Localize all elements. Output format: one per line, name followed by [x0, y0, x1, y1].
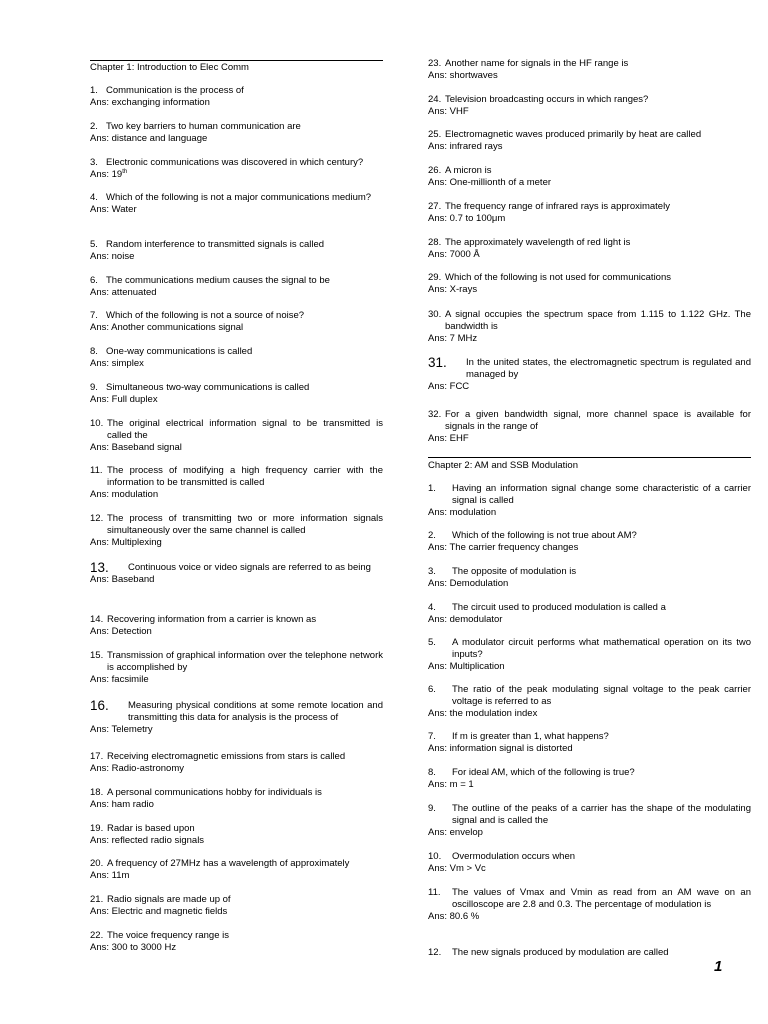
answer-text: [428, 911, 751, 923]
question-number: 24.: [428, 94, 442, 105]
question-item: [428, 94, 751, 118]
question-item: [90, 418, 383, 453]
answer-text: [90, 799, 383, 811]
question-item: [90, 700, 383, 735]
answer-value: Ans: attenuated: [90, 286, 157, 298]
answer-value: Ans: Electric and magnetic fields: [90, 905, 228, 917]
answer-value: Ans: Demodulation: [428, 577, 509, 589]
answer-value: Ans: 19: [90, 168, 123, 180]
question-number: 15.: [90, 650, 104, 661]
chapter-1-title: Chapter 1: Introduction to Elec Comm: [90, 62, 249, 73]
answer-value: Ans: simplex: [90, 357, 144, 369]
answer-text: [428, 827, 751, 839]
question-item: [428, 767, 751, 791]
question-item: [90, 823, 383, 847]
question-item: [90, 562, 383, 586]
answer-text: [90, 942, 383, 954]
answer-text: [90, 724, 383, 736]
answer-text: [90, 906, 383, 918]
question-number: 9.: [90, 382, 98, 393]
question-number: 20.: [90, 858, 104, 869]
question-number: 21.: [90, 894, 104, 905]
question-item: [90, 894, 383, 918]
chapter-1-rule: [90, 60, 383, 61]
question-item: [90, 858, 383, 882]
question-number: 3.: [90, 157, 98, 168]
question-item: [428, 165, 751, 189]
answer-text: [428, 614, 751, 626]
question-item: [90, 382, 383, 406]
question-text: Having an information signal change some characteristic of a carrier signal is called: [452, 483, 751, 506]
question-item: [428, 272, 751, 296]
question-text: Continuous voice or video signals are referred to as being: [128, 562, 371, 573]
question-item: [428, 602, 751, 626]
answer-text: [428, 381, 751, 393]
question-number: 31.: [428, 355, 447, 370]
answer-value: Ans: Multiplexing: [90, 536, 162, 548]
question-text: For ideal AM, which of the following is true?: [452, 767, 635, 778]
answer-text: [428, 507, 751, 519]
question-text: Simultaneous two-way communications is called: [106, 382, 310, 393]
question-item: [428, 803, 751, 838]
question-number: 9.: [428, 803, 436, 814]
answer-text: [90, 763, 383, 775]
question-number: 25.: [428, 129, 442, 140]
answer-text: [428, 213, 751, 225]
question-text: The original electrical information signal to be transmitted is called the: [107, 418, 383, 441]
chapter-2-rule: [428, 457, 751, 458]
question-text: A frequency of 27MHz has a wavelength of approximately: [107, 858, 350, 869]
question-number: 14.: [90, 614, 104, 625]
answer-value: Ans: 0.7 to 100μm: [428, 212, 506, 224]
question-number: 4.: [90, 192, 98, 203]
question-text: One-way communications is called: [106, 346, 253, 357]
answer-text: [428, 661, 751, 673]
question-item: [90, 85, 383, 109]
answer-value: Ans: 11m: [90, 869, 130, 881]
answer-text: [428, 141, 751, 153]
answer-text: [428, 70, 751, 82]
question-number: 2.: [428, 530, 436, 541]
question-item: [428, 947, 751, 959]
answer-value: Ans: Vm > Vc: [428, 862, 486, 874]
question-text: If m is greater than 1, what happens?: [452, 731, 609, 742]
answer-value: Ans: distance and language: [90, 132, 208, 144]
answer-value: Ans: Baseband signal: [90, 441, 182, 453]
question-item: [428, 731, 751, 755]
answer-value: Ans: The carrier frequency changes: [428, 541, 579, 553]
question-item: [90, 465, 383, 500]
question-text: The approximately wavelength of red light is: [445, 237, 631, 248]
answer-value: Ans: facsimile: [90, 673, 149, 685]
question-text: The outline of the peaks of a carrier has the shape of the modulating signal and is called the: [452, 803, 751, 826]
question-number: 12.: [428, 947, 442, 958]
question-number: 6.: [428, 684, 436, 695]
answer-value: Ans: modulation: [428, 506, 497, 518]
answer-value: Ans: One-millionth of a meter: [428, 176, 552, 188]
answer-text: [90, 870, 383, 882]
question-number: 3.: [428, 566, 436, 577]
question-item: [90, 192, 383, 216]
question-text: Recovering information from a carrier is known as: [107, 614, 317, 625]
question-number: 13.: [90, 560, 109, 575]
question-item: [90, 787, 383, 811]
question-item: [428, 566, 751, 590]
question-item: [428, 309, 751, 344]
answer-text: [90, 574, 383, 586]
answer-text: [428, 177, 751, 189]
question-text: In the united states, the electromagnetic spectrum is regulated and managed by: [466, 357, 751, 380]
question-number: 7.: [90, 310, 98, 321]
question-text: Another name for signals in the HF range is: [445, 58, 629, 69]
question-item: [90, 346, 383, 370]
answer-value: Ans: reflected radio signals: [90, 834, 205, 846]
question-text: Radar is based upon: [107, 823, 195, 834]
answer-value: Ans: 7 MHz: [428, 332, 478, 344]
question-text: The new signals produced by modulation are called: [452, 947, 669, 958]
answer-value: Ans: infrared rays: [428, 140, 503, 152]
answer-text: [90, 358, 383, 370]
answer-text: [428, 779, 751, 791]
question-number: 30.: [428, 309, 442, 320]
question-item: [90, 310, 383, 334]
question-text: Transmission of graphical information over the telephone network is accomplished by: [107, 650, 383, 673]
question-number: 1.: [428, 483, 436, 494]
answer-value: Ans: 7000 Å: [428, 248, 480, 260]
question-text: Radio signals are made up of: [107, 894, 231, 905]
question-number: 16.: [90, 698, 109, 713]
question-text: Communication is the process of: [106, 85, 244, 96]
question-number: 28.: [428, 237, 442, 248]
question-number: 5.: [428, 637, 436, 648]
question-item: [428, 887, 751, 922]
answer-text: [428, 708, 751, 720]
answer-value: Ans: demodulator: [428, 613, 503, 625]
question-item: [90, 930, 383, 954]
question-number: 22.: [90, 930, 104, 941]
question-item: [90, 614, 383, 638]
answer-value: Ans: Telemetry: [90, 723, 153, 735]
answer-text: [90, 835, 383, 847]
question-number: 27.: [428, 201, 442, 212]
answer-text: [428, 542, 751, 554]
question-number: 7.: [428, 731, 436, 742]
question-number: 11.: [90, 465, 103, 476]
chapter-2-title: Chapter 2: AM and SSB Modulation: [428, 460, 578, 471]
answer-value: Ans: Multiplication: [428, 660, 505, 672]
answer-value: Ans: Radio-astronomy: [90, 762, 184, 774]
question-number: 26.: [428, 165, 442, 176]
question-number: 29.: [428, 272, 442, 283]
question-item: [428, 237, 751, 261]
answer-value: Ans: the modulation index: [428, 707, 538, 719]
question-item: [428, 409, 751, 444]
answer-text: [428, 249, 751, 261]
question-item: [90, 650, 383, 685]
answer-text: [90, 442, 383, 454]
answer-value: Ans: Baseband: [90, 574, 155, 585]
answer-superscript: th: [122, 168, 128, 175]
answer-text: [90, 204, 383, 216]
question-item: [428, 530, 751, 554]
answer-value: Ans: envelop: [428, 826, 483, 838]
question-text: The values of Vmax and Vmin as read from an AM wave on an oscilloscope are 2.8 and 0.3. The percentage of modulation is: [452, 887, 751, 910]
answer-text: [90, 287, 383, 299]
question-number: 4.: [428, 602, 436, 613]
question-text: The process of modifying a high frequency carrier with the information to be transmitted is called: [107, 465, 383, 488]
question-number: 12.: [90, 513, 104, 524]
question-item: [428, 201, 751, 225]
question-item: [428, 58, 751, 82]
question-item: [90, 121, 383, 145]
answer-value: Ans: exchanging information: [90, 96, 210, 108]
question-item: [90, 275, 383, 299]
answer-value: Ans: 300 to 3000 Hz: [90, 941, 177, 953]
answer-value: Ans: VHF: [428, 105, 469, 117]
answer-value: Ans: Full duplex: [90, 393, 158, 405]
question-number: 11.: [428, 887, 441, 898]
question-text: A personal communications hobby for individuals is: [107, 787, 322, 798]
question-number: 2.: [90, 121, 98, 132]
question-item: [90, 157, 383, 181]
question-text: The process of transmitting two or more information signals simultaneously over the same channel is called: [107, 513, 383, 536]
question-item: [428, 129, 751, 153]
answer-value: Ans: noise: [90, 250, 135, 262]
question-number: 1.: [90, 85, 98, 96]
question-number: 23.: [428, 58, 442, 69]
answer-text: [90, 97, 383, 109]
question-item: [428, 357, 751, 392]
answer-value: Ans: EHF: [428, 432, 469, 444]
page-number: 1: [714, 958, 723, 975]
question-text: Which of the following is not a major communications medium?: [106, 192, 372, 203]
question-text: Which of the following is not a source of noise?: [106, 310, 305, 321]
question-text: Which of the following is not used for communications: [445, 272, 671, 283]
question-text: A micron is: [445, 165, 492, 176]
answer-text: [90, 133, 383, 145]
answer-value: Ans: shortwaves: [428, 69, 498, 81]
question-item: [90, 751, 383, 775]
question-number: 8.: [428, 767, 436, 778]
question-number: 10.: [90, 418, 104, 429]
question-number: 18.: [90, 787, 104, 798]
question-text: Random interference to transmitted signals is called: [106, 239, 325, 250]
answer-text: [428, 284, 751, 296]
question-number: 10.: [428, 851, 442, 862]
question-item: [428, 483, 751, 518]
question-number: 6.: [90, 275, 98, 286]
question-text: Electromagnetic waves produced primarily by heat are called: [445, 129, 702, 140]
question-text: The circuit used to produced modulation is called a: [452, 602, 666, 613]
question-item: [428, 851, 751, 875]
answer-text: [428, 743, 751, 755]
question-item: [428, 637, 751, 672]
question-text: A modulator circuit performs what mathematical operation on its two inputs?: [452, 637, 751, 660]
question-number: 32.: [428, 409, 442, 420]
answer-value: Ans: m = 1: [428, 778, 474, 790]
question-number: 8.: [90, 346, 98, 357]
question-number: 5.: [90, 239, 98, 250]
answer-value: Ans: information signal is distorted: [428, 742, 573, 754]
question-text: The frequency range of infrared rays is approximately: [445, 201, 670, 212]
question-item: [90, 513, 383, 548]
question-text: The ratio of the peak modulating signal voltage to the peak carrier voltage is referred to as: [452, 684, 751, 707]
question-text: Receiving electromagnetic emissions from stars is called: [107, 751, 346, 762]
question-text: The communications medium causes the signal to be: [106, 275, 330, 286]
answer-text: [90, 169, 383, 181]
answer-text: [90, 322, 383, 334]
question-text: Two key barriers to human communication are: [106, 121, 301, 132]
answer-value: Ans: modulation: [90, 488, 159, 500]
question-text: Which of the following is not true about AM?: [452, 530, 637, 541]
question-number: 17.: [90, 751, 104, 762]
answer-text: [428, 333, 751, 345]
question-text: The voice frequency range is: [107, 930, 229, 941]
answer-value: Ans: FCC: [428, 380, 470, 392]
answer-value: Ans: Water: [90, 203, 137, 215]
question-text: Measuring physical conditions at some remote location and transmitting this data for analysis is the process of: [128, 700, 383, 723]
answer-value: Ans: X-rays: [428, 283, 478, 295]
answer-text: [90, 537, 383, 549]
answer-text: [90, 489, 383, 501]
answer-text: [428, 863, 751, 875]
question-item: [90, 239, 383, 263]
answer-text: [428, 578, 751, 590]
question-text: Electronic communications was discovered in which century?: [106, 157, 364, 168]
answer-text: [90, 674, 383, 686]
answer-value: Ans: ham radio: [90, 798, 154, 810]
question-text: A signal occupies the spectrum space from 1.115 to 1.122 GHz. The bandwidth is: [445, 309, 751, 332]
answer-text: [90, 394, 383, 406]
answer-text: [90, 626, 383, 638]
question-number: 19.: [90, 823, 104, 834]
question-text: The opposite of modulation is: [452, 566, 577, 577]
question-text: For a given bandwidth signal, more channel space is available for signals in the range of: [445, 409, 751, 432]
question-item: [428, 684, 751, 719]
answer-value: Ans: Detection: [90, 625, 152, 637]
answer-value: Ans: 80.6 %: [428, 910, 480, 922]
answer-text: [428, 433, 751, 445]
question-text: Television broadcasting occurs in which ranges?: [445, 94, 649, 105]
question-text: Overmodulation occurs when: [452, 851, 576, 862]
answer-text: [428, 106, 751, 118]
answer-value: Ans: Another communications signal: [90, 321, 244, 333]
answer-text: [90, 251, 383, 263]
